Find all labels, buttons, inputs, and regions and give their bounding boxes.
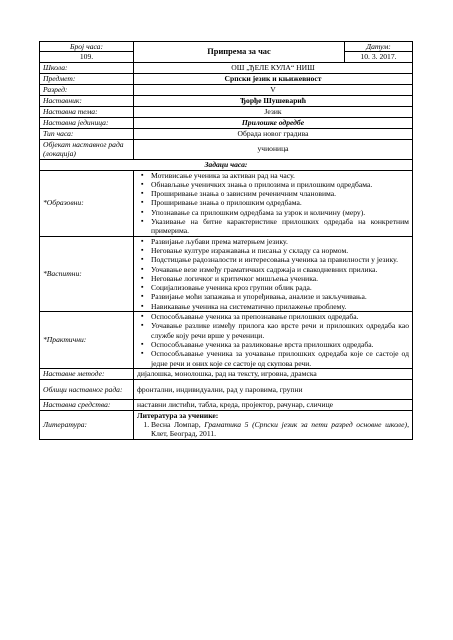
list-item: ▪ Проширивање знања о зависним реченичним члановима. xyxy=(151,189,409,198)
list-item: ▪ Оспособљавање ученика за препознавање прилошких одредаба. xyxy=(151,312,409,321)
methods-value: дијалошка, монолошка, рад на тексту, игровна, драмска xyxy=(134,368,413,379)
list-item: ▪ Развијање љубави према матерњем језику. xyxy=(151,237,409,246)
subject-label: Предмет: xyxy=(40,73,134,84)
location-label: Објекат наставног рада (локација) xyxy=(40,139,134,159)
list-item: ▪ Уочавање везе између граматичких садржаја и свакодневних прилика. xyxy=(151,265,409,274)
school-label: Школа: xyxy=(40,62,134,73)
list-item: ▪ Социјализовање ученика кроз групни облик рада. xyxy=(151,283,409,292)
list-item: ▪ Уочавање разлике између прилога као врсте речи и прилошких одредаба као службе коју речи врше у реченици. xyxy=(151,321,409,340)
list-item: ▪ Оспособљавање ученика за уочавање прилошких одредаба које се састоје од једне речи и оних које се састоје од скупова речи. xyxy=(151,349,409,368)
methods-label: Наставне методе: xyxy=(40,368,134,379)
list-item: ▪ Неговање културе изражавања и писања у складу са нормом. xyxy=(151,246,409,255)
lesson-type-value: Обрада новог градива xyxy=(134,128,413,139)
work-forms-value: фронтални, индивидуални, рад у паровима, групни xyxy=(134,379,413,399)
literature-item xyxy=(151,420,409,439)
literature-list xyxy=(137,420,409,439)
upbringing-tasks-label: *Васпитни: xyxy=(40,236,134,311)
date-label: Датум: xyxy=(345,42,413,52)
page-title: Припрема за час xyxy=(134,42,345,63)
school-value: ОШ „ЂЕЛЕ КУЛА“ НИШ xyxy=(134,62,413,73)
literature-author: Весна Ломпар, xyxy=(151,420,205,430)
list-item: ▪ Проширивање знања о прилошким одредбама. xyxy=(151,198,409,207)
lesson-number-label: Број часа: xyxy=(40,42,134,52)
list-item: ▪ Обнављање ученичких знања о прилозима и прилошким одредбама. xyxy=(151,180,409,189)
list-item: ▪ Мотивисање ученика за активан рад на часу. xyxy=(151,171,409,180)
resources-value: наставни листићи, табла, креда, пројектор, рачунар, сличице xyxy=(134,399,413,410)
upbringing-tasks-list xyxy=(137,237,409,311)
lesson-plan-document xyxy=(39,41,412,440)
list-item: ▪ Упознавање са прилошким одредбама за узрок и количину (меру). xyxy=(151,208,409,217)
upbringing-tasks-cell xyxy=(134,236,413,311)
unit-value: Прилошке одредбе xyxy=(134,117,413,128)
list-item: ▪ Развијање моћи запажања и упоређивања, анализе и закључивања. xyxy=(151,292,409,301)
teacher-value: Ђорђе Шушеварић xyxy=(134,95,413,106)
list-item: ▪ Оспособљавање ученика за разликовање врста прилошких одредаба. xyxy=(151,340,409,349)
literature-heading: Литература за ученике: xyxy=(137,410,219,420)
list-item: ▪ Неговање логичког и критичког мишљења ученика. xyxy=(151,274,409,283)
lesson-type-label: Тип часа: xyxy=(40,128,134,139)
tasks-heading: Задаци часа: xyxy=(40,159,413,170)
resources-label: Наставна средства: xyxy=(40,399,134,410)
literature-cell xyxy=(134,410,413,439)
literature-title: Граматика 5 (Српски језик за пети разред основне школе) xyxy=(204,420,408,430)
teacher-label: Наставник: xyxy=(40,95,134,106)
practical-tasks-list xyxy=(137,312,409,368)
educational-tasks-label: *Образовни: xyxy=(40,170,134,236)
educational-tasks-list xyxy=(137,171,409,236)
practical-tasks-cell xyxy=(134,312,413,369)
lesson-plan-table xyxy=(39,41,413,440)
topic-label: Наставна тема: xyxy=(40,106,134,117)
unit-label: Наставна јединица: xyxy=(40,117,134,128)
educational-tasks-cell xyxy=(134,170,413,236)
literature-label: Литература: xyxy=(40,410,134,439)
list-item: ▪ Указивање на битне карактеристике прилошких одредаба на конкретним примерима. xyxy=(151,217,409,236)
list-item: ▪ Навикавање ученика на систематично прилажење проблему. xyxy=(151,302,409,311)
work-forms-label: Облици наставног рада: xyxy=(40,379,134,399)
location-value: учионица xyxy=(134,139,413,159)
practical-tasks-label: *Практични: xyxy=(40,312,134,369)
topic-value: Језик xyxy=(134,106,413,117)
grade-label: Разред: xyxy=(40,84,134,95)
date-value: 10. 3. 2017. xyxy=(345,52,413,62)
grade-value: V xyxy=(134,84,413,95)
literature-publisher: , Клет, Београд, 2011. xyxy=(151,420,409,439)
subject-value: Српски језик и књижевност xyxy=(134,73,413,84)
lesson-number-value: 109. xyxy=(40,52,134,62)
list-item: ▪ Подстицање радозналости и интересовања ученика за правилности у језику. xyxy=(151,255,409,264)
